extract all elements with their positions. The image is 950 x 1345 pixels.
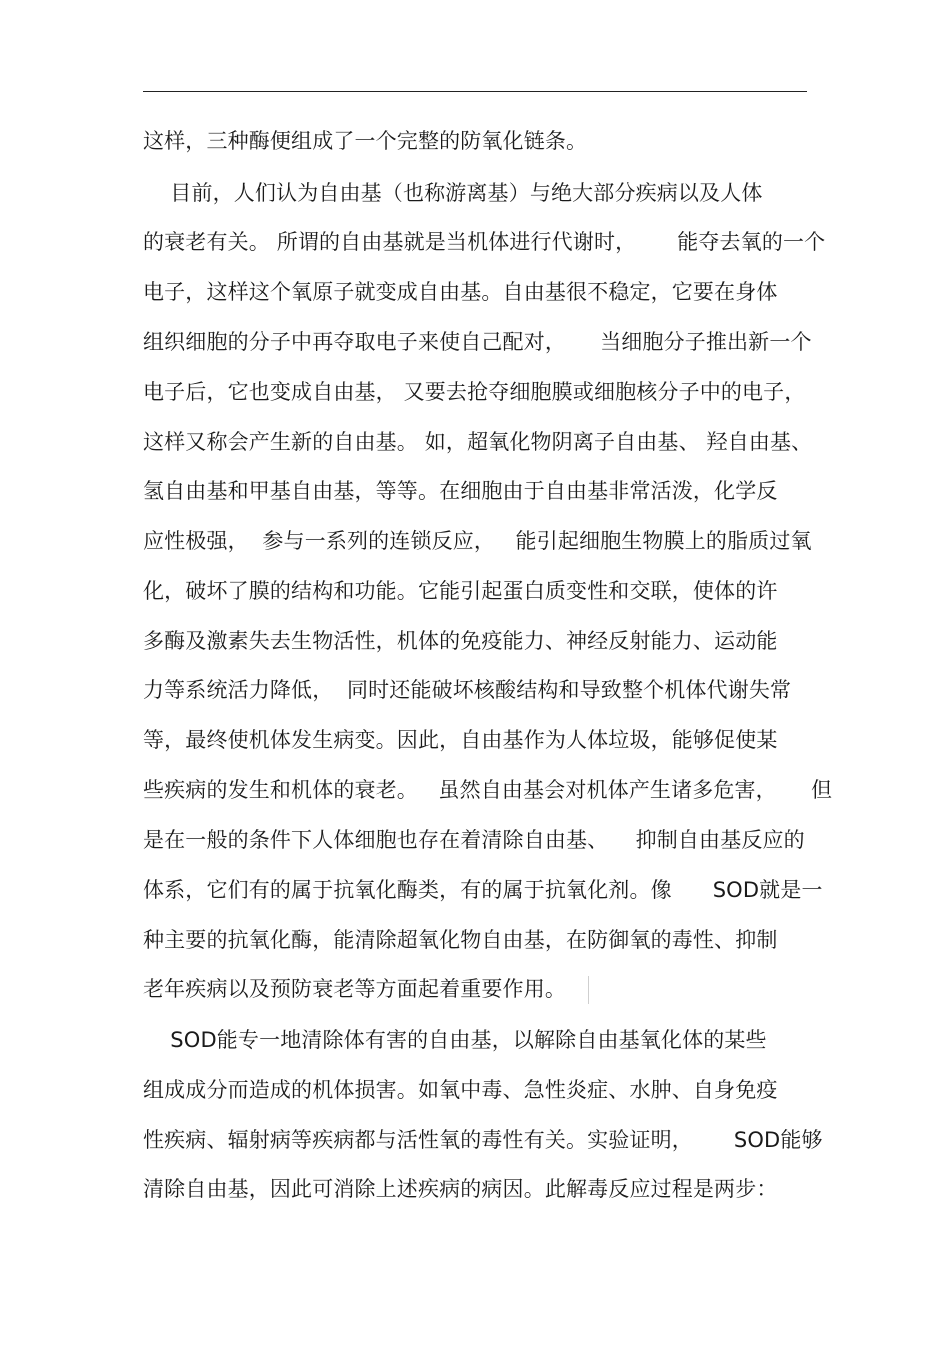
header-rule bbox=[143, 91, 807, 92]
text-line: 种主要的抗氧化酶，能清除超氧化物自由基，在防御氧的毒性、抑制 bbox=[143, 928, 778, 952]
paragraph-start-line: 目前，人们认为自由基（也称游离基）与绝大部分疾病以及人体 bbox=[143, 181, 763, 205]
text-line: 老年疾病以及预防衰老等方面起着重要作用。 bbox=[143, 977, 566, 1001]
text-line: 体系，它们有的属于抗氧化酶类，有的属于抗氧化剂。像 SOD就是一 bbox=[143, 878, 823, 902]
text-line: 电子后，它也变成自由基， 又要去抢夺细胞膜或细胞核分子中的电子， bbox=[143, 380, 806, 404]
text-line: 等，最终使机体发生病变。因此，自由基作为人体垃圾，能够促使某 bbox=[143, 728, 778, 752]
text-line: 多酶及激素失去生物活性，机体的免疫能力、神经反射能力、运动能 bbox=[143, 629, 778, 653]
text-line: 组成成分而造成的机体损害。如氧中毒、急性炎症、水肿、自身免疫 bbox=[143, 1078, 778, 1102]
text-cursor-mark bbox=[588, 976, 589, 1004]
text-line: 化，破坏了膜的结构和功能。它能引起蛋白质变性和交联，使体的许 bbox=[143, 579, 778, 603]
text-line: 些疾病的发生和机体的衰老。 虽然自由基会对机体产生诸多危害， 但 bbox=[143, 778, 833, 802]
paragraph-start-line: SOD能专一地清除体有害的自由基，以解除自由基氧化体的某些 bbox=[143, 1028, 767, 1052]
text-line: 电子，这样这个氧原子就变成自由基。自由基很不稳定，它要在身体 bbox=[143, 280, 778, 304]
text-line: 应性极强， 参与一系列的连锁反应， 能引起细胞生物膜上的脂质过氧 bbox=[143, 529, 812, 553]
text-line: 力等系统活力降低， 同时还能破坏核酸结构和导致整个机体代谢失常 bbox=[143, 678, 792, 702]
text-line: 的衰老有关。 所谓的自由基就是当机体进行代谢时， 能夺去氧的一个 bbox=[143, 230, 826, 254]
text-line: 这样又称会产生新的自由基。 如，超氧化物阴离子自由基、 羟自由基、 bbox=[143, 430, 813, 454]
text-line: 清除自由基，因此可消除上述疾病的病因。此解毒反应过程是两步： bbox=[143, 1177, 778, 1201]
text-line: 是在一般的条件下人体细胞也存在着清除自由基、 抑制自由基反应的 bbox=[143, 828, 805, 852]
text-line: 性疾病、辐射病等疾病都与活性氧的毒性有关。实验证明， SOD能够 bbox=[143, 1128, 823, 1152]
text-line: 组织细胞的分子中再夺取电子来使自己配对， 当细胞分子推出新一个 bbox=[143, 330, 812, 354]
text-line: 氢自由基和甲基自由基，等等。在细胞由于自由基非常活泼，化学反 bbox=[143, 479, 778, 503]
text-line: 这样，三种酶便组成了一个完整的防氧化链条。 bbox=[143, 129, 588, 153]
